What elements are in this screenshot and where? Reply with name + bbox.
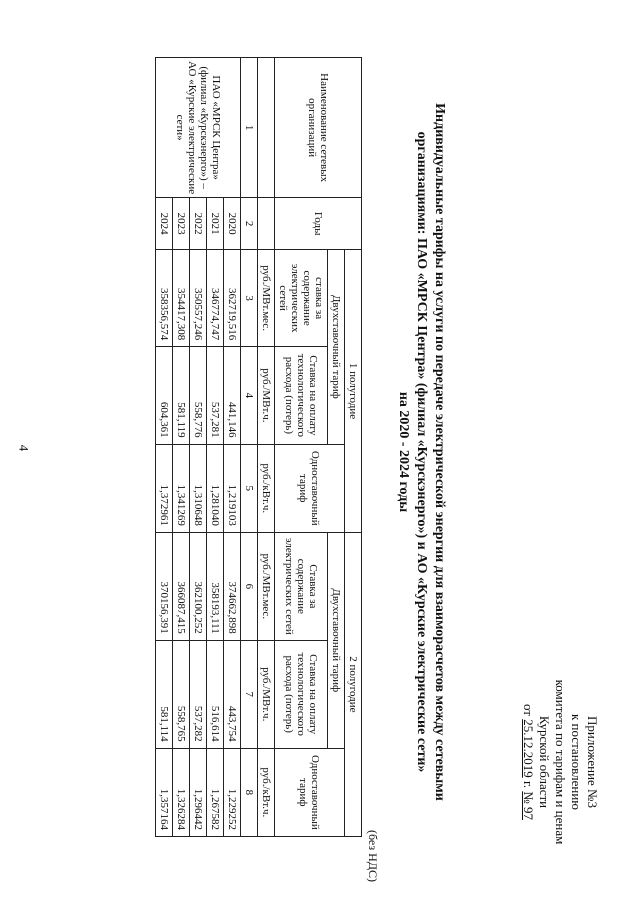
- value-cell: 1,341269: [173, 444, 190, 532]
- tariff-table: [155, 57, 362, 837]
- appendix-line3: комитета по тарифам и ценам: [553, 679, 568, 845]
- value-cell: 581,114: [156, 640, 173, 748]
- header-two-part-2: Двухставочный тариф: [328, 532, 345, 748]
- unit-col4: руб./МВт.ч.: [258, 347, 275, 444]
- appendix-line2: к постановлению: [569, 713, 584, 811]
- value-cell: 362719,516: [224, 250, 241, 347]
- value-cell: 537,282: [190, 640, 207, 748]
- col-number: 2: [241, 198, 258, 250]
- page-number: 4: [16, 444, 32, 452]
- date-mid: г.: [521, 777, 536, 792]
- header-org: Наименование сетевых организаций: [275, 58, 362, 198]
- table-row: [224, 58, 241, 837]
- value-cell: 443,754: [224, 640, 241, 748]
- unit-empty-2: [258, 198, 275, 250]
- value-cell: 1,229252: [224, 748, 241, 836]
- year-cell: 2024: [156, 198, 173, 250]
- header-maintenance-2: Ставка за содержание электрических сетей: [275, 532, 328, 640]
- value-cell: 1,372961: [156, 444, 173, 532]
- value-cell: 358356,574: [156, 250, 173, 347]
- vat-note: (без НДС): [366, 829, 380, 882]
- header-half1: 1 полугодие: [345, 250, 362, 533]
- value-cell: 362100,252: [190, 532, 207, 640]
- year-cell: 2020: [224, 198, 241, 250]
- header-single-2: Одноставочный тариф: [275, 748, 345, 836]
- year-cell: 2021: [207, 198, 224, 250]
- value-cell: 1,219103: [224, 444, 241, 532]
- header-years: Годы: [275, 198, 362, 250]
- value-cell: 358193,111: [207, 532, 224, 640]
- value-cell: 558,776: [190, 347, 207, 444]
- title-line1: Индивидуальные тарифы на услуги по передаче электрической энергии для взаиморасчетов между сетевыми: [432, 103, 447, 801]
- col-number: 4: [241, 347, 258, 444]
- header-half2: 2 полугодие: [345, 532, 362, 836]
- unit-col7: руб./МВт.ч.: [258, 640, 275, 748]
- value-cell: 537,281: [207, 347, 224, 444]
- value-cell: 1,267582: [207, 748, 224, 836]
- col-number: 3: [241, 250, 258, 347]
- value-cell: 346774,747: [207, 250, 224, 347]
- value-cell: 354417,308: [173, 250, 190, 347]
- unit-col5: руб./кВт.ч.: [258, 444, 275, 532]
- title-line3: на 2020 - 2024 годы: [396, 391, 411, 513]
- value-cell: 558,765: [173, 640, 190, 748]
- value-cell: 1,357164: [156, 748, 173, 836]
- header-losses-2: Ставка на оплату технологического расхода (потерь): [275, 640, 328, 748]
- year-cell: 2023: [173, 198, 190, 250]
- date-prefix: от: [521, 703, 536, 720]
- value-cell: 366087,415: [173, 532, 190, 640]
- unit-col3: руб./МВт.мес.: [258, 250, 275, 347]
- value-cell: 604,361: [156, 347, 173, 444]
- document-title: [394, 22, 448, 882]
- col-number: 7: [241, 640, 258, 748]
- appendix-line1: Приложение №3: [585, 716, 600, 808]
- year-cell: 2022: [190, 198, 207, 250]
- value-cell: 1,310648: [190, 444, 207, 532]
- appendix-date-line: [520, 652, 536, 872]
- value-cell: 1,296442: [190, 748, 207, 836]
- appendix-block: [520, 652, 600, 872]
- value-cell: 516,614: [207, 640, 224, 748]
- unit-col8: руб./кВт.ч.: [258, 748, 275, 836]
- value-cell: 350557,246: [190, 250, 207, 347]
- value-cell: 1,326284: [173, 748, 190, 836]
- value-cell: 374662,898: [224, 532, 241, 640]
- appendix-number: № 97: [521, 791, 536, 821]
- appendix-date: 25.12.2019: [521, 719, 536, 778]
- value-cell: 370156,391: [156, 532, 173, 640]
- header-losses-1: Ставка на оплату технологического расхода (потерь): [275, 347, 328, 444]
- col-number: 1: [241, 58, 258, 198]
- rotated-sheet: [18, 22, 618, 882]
- value-cell: 1,281040: [207, 444, 224, 532]
- title-line2: организациями: ПАО «МРСК Центра» (филиал «Курскэнерго») и АО «Курские электрические сети»: [414, 131, 429, 773]
- unit-empty-1: [258, 58, 275, 198]
- header-maintenance-1: ставка за содержание электрических сетей: [275, 250, 328, 347]
- header-single-1: Одноставочный тариф: [275, 444, 345, 532]
- col-number: 6: [241, 532, 258, 640]
- unit-col6: руб./МВт.мес.: [258, 532, 275, 640]
- col-number: 8: [241, 748, 258, 836]
- value-cell: 441,146: [224, 347, 241, 444]
- header-two-part-1: Двухставочный тариф: [328, 250, 345, 445]
- col-number: 5: [241, 444, 258, 532]
- org-name-cell: ПАО «МРСК Центра» (филиал «Курскэнерго») – АО «Курские электрические сети»: [156, 58, 241, 198]
- appendix-line4: Курской области: [537, 715, 552, 809]
- value-cell: 581,119: [173, 347, 190, 444]
